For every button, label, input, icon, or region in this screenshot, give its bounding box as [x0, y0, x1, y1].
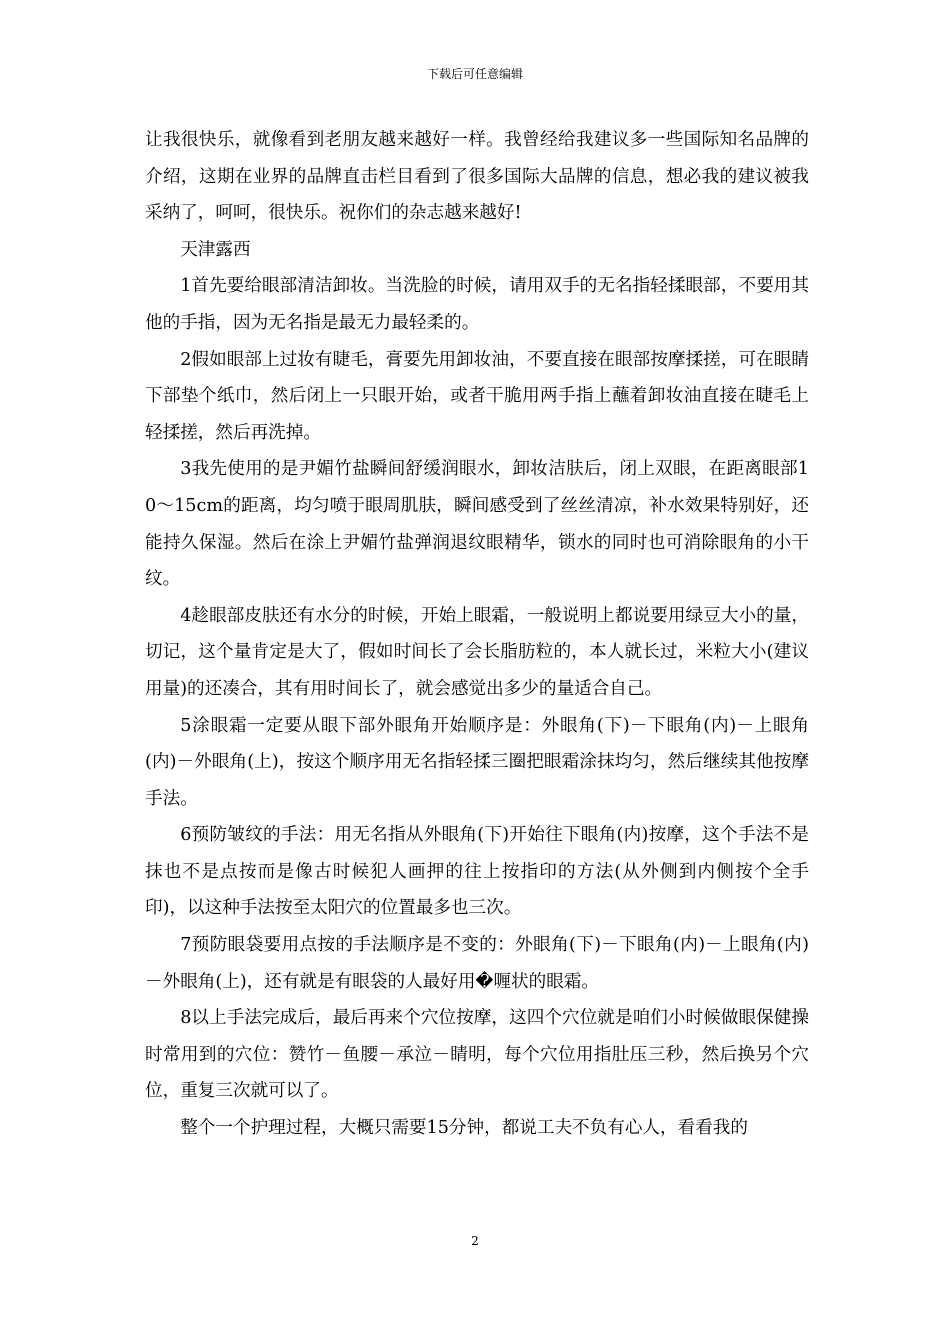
page-number: 2 [471, 1234, 479, 1248]
paragraph-step-6: 6预防皱纹的手法：用无名指从外眼角(下)开始往下眼角(内)按摩，这个手法不是抹也不是点按而是像古时候犯人画押的往上按指印的方法(从外侧到内侧按个全手印)，以这种手法按至太阳穴的位置最多也三次。 [145, 825, 809, 919]
page-body [145, 122, 809, 1147]
paragraph-step-2: 2假如眼部上过妆有睫毛，膏要先用卸妆油，不要直接在眼部按摩揉搓，可在眼睛下部垫个纸巾，然后闭上一只眼开始，或者干脆用两手指上蘸着卸妆油直接在睫毛上轻揉搓，然后再洗掉。 [145, 349, 809, 443]
paragraph-step-5: 5涂眼霜一定要从眼下部外眼角开始顺序是：外眼角(下)－下眼角(内)－上眼角(内)－外眼角(上)，按这个顺序用无名指轻揉三圈把眼霜涂抹均匀，然后继续其他按摩手法。 [145, 715, 809, 809]
paragraph-step-8: 8以上手法完成后，最后再来个穴位按摩，这四个穴位就是咱们小时候做眼保健操时常用到的穴位：赞竹－鱼腰－承泣－睛明，每个穴位用指肚压三秒，然后换另个穴位，重复三次就可以了。 [145, 1008, 809, 1102]
paragraph-1: 让我很快乐，就像看到老朋友越来越好一样。我曾经给我建议多一些国际知名品牌的介绍，这期在业界的品牌直击栏目看到了很多国际大品牌的信息，想必我的建议被我采纳了，呵呵，很快乐。祝你们的杂志越来越好! [145, 130, 809, 224]
paragraph-closing: 整个一个护理过程，大概只需要15分钟，都说工夫不负有心人，看看我的 [180, 1118, 748, 1139]
paragraph-step-4: 4趁眼部皮肤还有水分的时候，开始上眼霜，一般说明上都说要用绿豆大小的量，切记，这个量肯定是大了，假如时间长了会长脂肪粒的，本人就长过，米粒大小(建议用量)的还凑合，其有用时间长了，就会感觉出多少的量适合自己。 [145, 605, 809, 699]
paragraph-step-7: 7预防眼袋要用点按的手法顺序是不变的：外眼角(下)－下眼角(内)－上眼角(内)－外眼角(上)，还有就是有眼袋的人最好用�喱状的眼霜。 [145, 935, 809, 992]
paragraph-step-3: 3我先使用的是尹媚竹盐瞬间舒缓润眼水，卸妆洁肤后，闭上双眼，在距离眼部10～15cm的距离，均匀喷于眼周肌肤，瞬间感受到了丝丝清凉，补水效果特别好，还能持久保湿。然后在涂上尹媚竹盐弹润退纹眼精华，锁水的同时也可消除眼角的小干纹。 [145, 459, 809, 590]
paragraph-signature: 天津露西 [180, 239, 251, 260]
paragraph-step-1: 1首先要给眼部清洁卸妆。当洗脸的时候，请用双手的无名指轻揉眼部，不要用其他的手指，因为无名指是最无力最轻柔的。 [145, 276, 809, 333]
page-header: 下载后可任意编辑 [426, 67, 523, 81]
